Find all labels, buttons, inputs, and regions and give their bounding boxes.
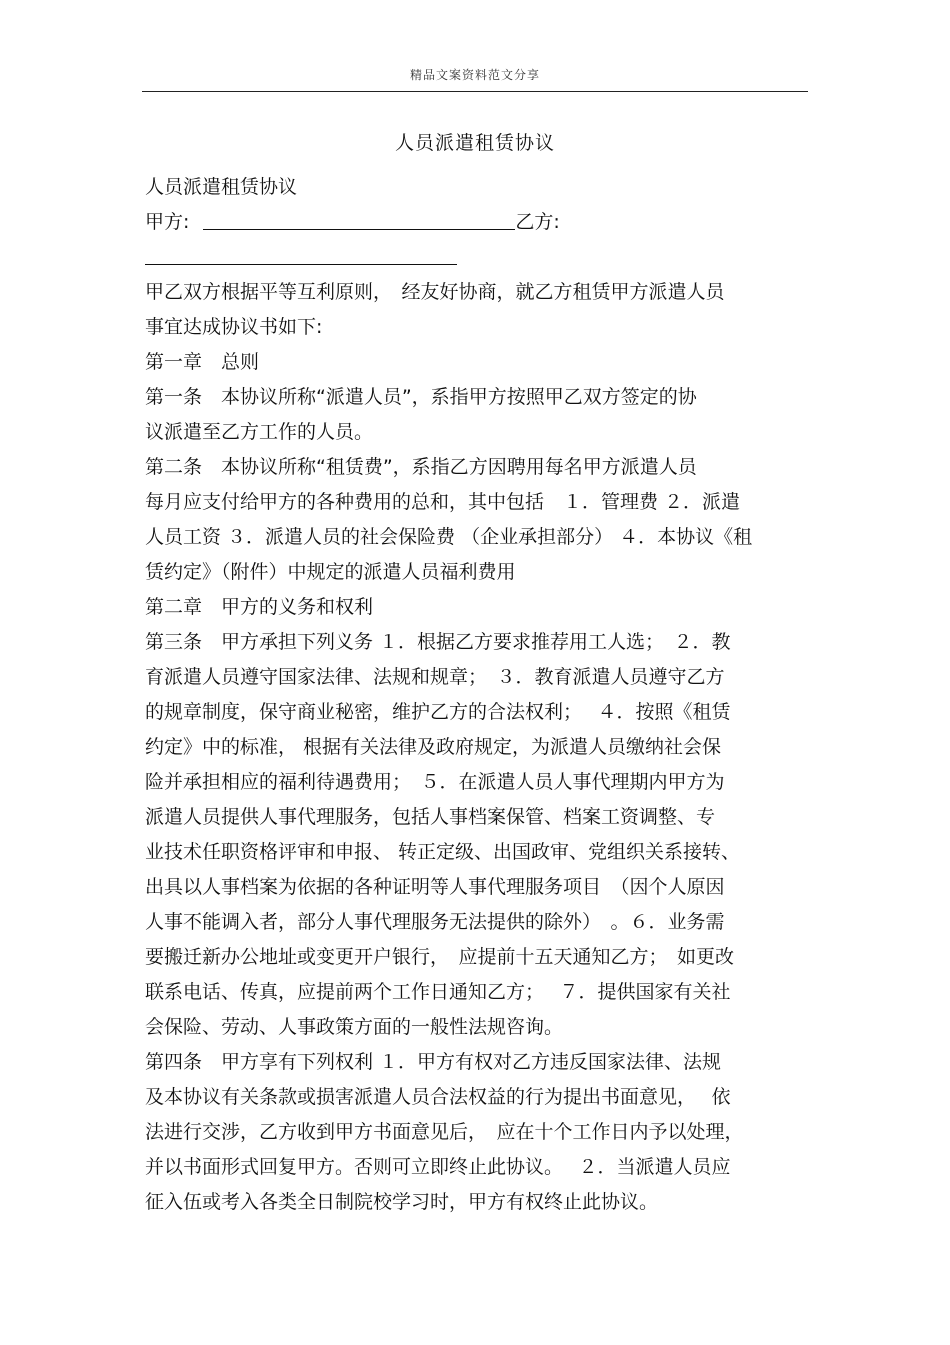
paragraph-line: 第一条 本协议所称“派遣人员”，系指甲方按照甲乙双方签定的协	[145, 386, 697, 408]
paragraph-line: 会保险、劳动、人事政策方面的一般性法规咨询。	[145, 1016, 564, 1038]
party-b-label: 乙方:	[515, 211, 560, 233]
paragraph-line: 出具以人事档案为依据的各种证明等人事代理服务项目 （因个人原因	[145, 876, 725, 898]
party-b-blank	[145, 242, 457, 265]
chapter-heading: 第一章 总则	[145, 351, 260, 373]
paragraph-line: 人事不能调入者，部分人事代理服务无法提供的除外） 。６．业务需	[145, 911, 725, 933]
paragraph-line: 议派遣至乙方工作的人员。	[145, 421, 374, 443]
paragraph-line: 第四条 甲方享有下列权利 １．甲方有权对乙方违反国家法律、法规	[145, 1051, 722, 1073]
paragraph-line: 要搬迁新办公地址或变更开户银行， 应提前十五天通知乙方； 如更改	[145, 946, 735, 968]
parties-line	[145, 205, 810, 240]
paragraph-line: 征入伍或考入各类全日制院校学习时，甲方有权终止此协议。	[145, 1191, 659, 1213]
document-subtitle: 人员派遣租赁协议	[145, 176, 298, 198]
paragraph-line: 的规章制度，保守商业秘密，维护乙方的合法权利； ４．按照《租赁	[145, 701, 731, 723]
paragraph-line: 联系电话、传真，应提前两个工作日通知乙方； ７．提供国家有关社	[145, 981, 731, 1003]
header-divider	[142, 91, 808, 92]
page-header: 精品文案资料范文分享	[409, 68, 540, 82]
party-b-blank-line	[145, 240, 810, 275]
party-a-blank	[203, 207, 515, 230]
paragraph-line: 第三条 甲方承担下列义务 １．根据乙方要求推荐用工人选； ２．教	[145, 631, 731, 653]
paragraph-line: 赁约定》（附件）中规定的派遣人员福利费用	[145, 561, 516, 583]
paragraph-line: 甲乙双方根据平等互利原则， 经友好协商，就乙方租赁甲方派遣人员	[145, 281, 725, 303]
paragraph-line: 人员工资 ３．派遣人员的社会保险费 （企业承担部分） ４．本协议《租	[145, 526, 753, 548]
paragraph-line: 每月应支付给甲方的各种费用的总和，其中包括 １．管理费 ２．派遣	[145, 491, 741, 513]
paragraph-line: 险并承担相应的福利待遇费用； ５．在派遣人员人事代理期内甲方为	[145, 771, 725, 793]
paragraph-line: 业技术任职资格评审和申报、 转正定级、出国政审、党组织关系接转、	[145, 841, 741, 863]
document-title: 人员派遣租赁协议	[394, 132, 555, 154]
paragraph-line: 育派遣人员遵守国家法律、法规和规章； ３．教育派遣人员遵守乙方	[145, 666, 725, 688]
paragraph-line: 派遣人员提供人事代理服务，包括人事档案保管、档案工资调整、专	[145, 806, 716, 828]
paragraph-line: 第二条 本协议所称“租赁费”，系指乙方因聘用每名甲方派遣人员	[145, 456, 697, 478]
paragraph-line: 及本协议有关条款或损害派遣人员合法权益的行为提出书面意见， 依	[145, 1086, 731, 1108]
paragraph-line: 约定》中的标准， 根据有关法律及政府规定，为派遣人员缴纳社会保	[145, 736, 722, 758]
party-a-label: 甲方:	[145, 211, 190, 233]
paragraph-line: 法进行交涉，乙方收到甲方书面意见后， 应在十个工作日内予以处理，	[145, 1121, 744, 1143]
chapter-heading: 第二章 甲方的义务和权利	[145, 596, 374, 618]
paragraph-line: 事宜达成协议书如下:	[145, 316, 323, 338]
paragraph-line: 并以书面形式回复甲方。否则可立即终止此协议。 ２．当派遣人员应	[145, 1156, 731, 1178]
document-body	[145, 170, 810, 1220]
